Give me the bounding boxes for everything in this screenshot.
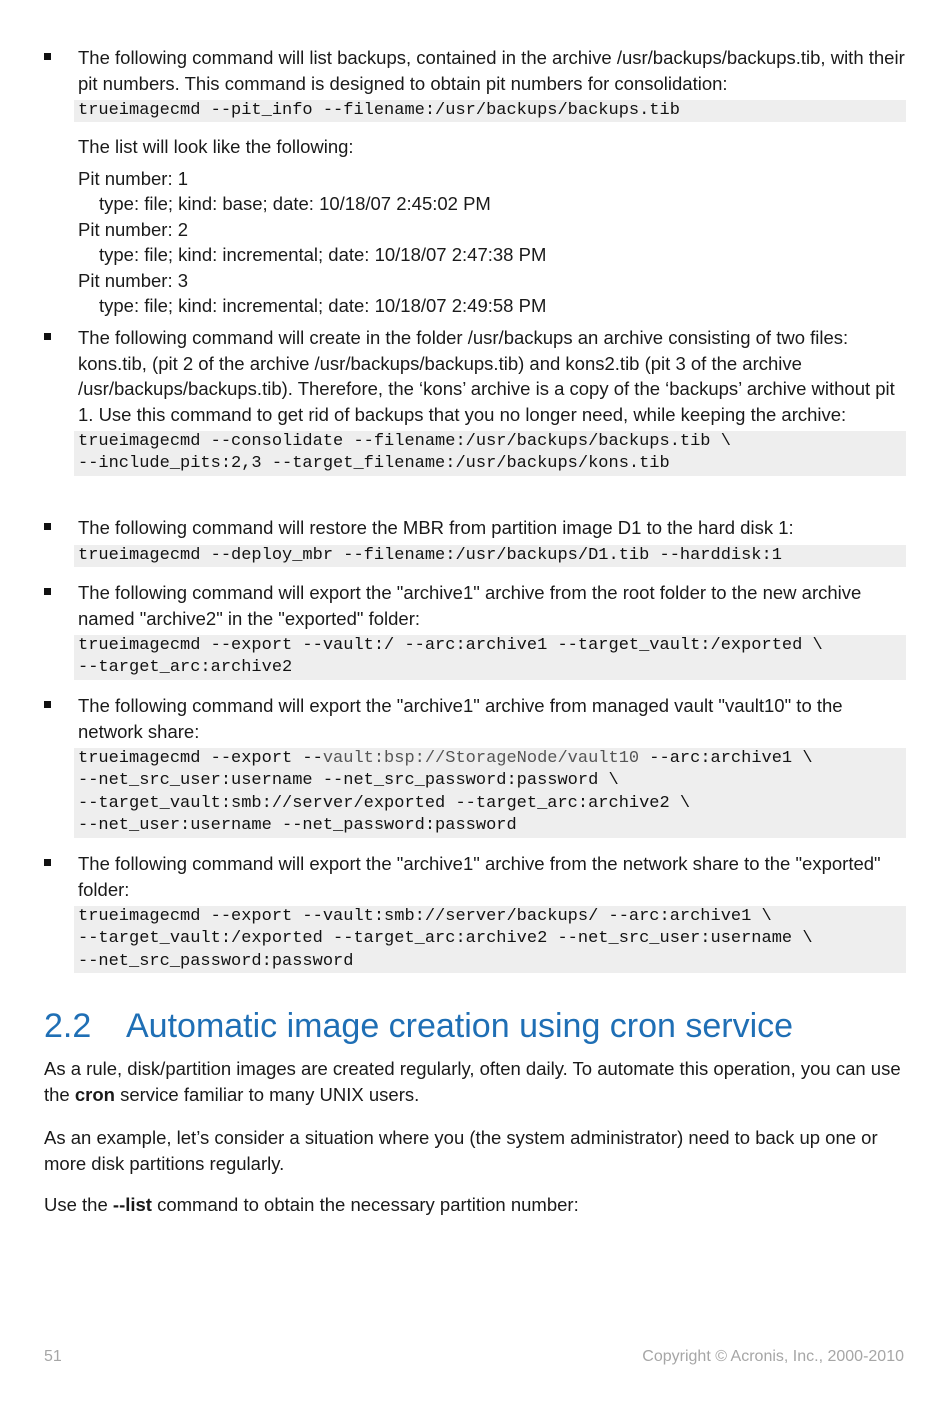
- code-line: --net_user:username --net_password:password: [78, 816, 517, 836]
- bullet-marker: [44, 701, 51, 708]
- code-block: [74, 906, 906, 973]
- list-item: [44, 515, 906, 567]
- code-line: --include_pits:2,3 --target_filename:/usr/backups/kons.tib: [78, 454, 670, 474]
- code-line-c: --arc:archive1 \: [639, 749, 813, 768]
- list-item: [44, 851, 906, 973]
- bullet-marker: [44, 588, 51, 595]
- code-block: [74, 100, 906, 122]
- code-line: trueimagecmd --pit_info --filename:/usr/backups/backups.tib: [78, 101, 680, 120]
- list-item: [44, 325, 906, 476]
- code-line: --target_arc:archive2: [78, 658, 293, 678]
- code-block: [74, 748, 906, 838]
- list-item: [44, 45, 906, 319]
- code-line: trueimagecmd --export --vault:/ --arc:archive1 --target_vault:/exported \: [78, 636, 823, 655]
- code-line: trueimagecmd --export --vault:smb://server/backups/ --arc:archive1 \: [78, 907, 772, 926]
- para-bold: --list: [112, 1194, 152, 1215]
- item-text: The following command will export the "archive1" archive from the root folder to the new archive named "archive2" in the "exported" folder:: [78, 582, 862, 629]
- list-item: [44, 693, 906, 838]
- pit-detail: type: file; kind: incremental; date: 10/18/07 2:49:58 PM: [99, 295, 547, 317]
- code-line: trueimagecmd --consolidate --filename:/usr/backups/backups.tib \: [78, 432, 731, 451]
- bullet-marker: [44, 333, 51, 340]
- code-line-a: trueimagecmd --export --: [78, 749, 323, 768]
- paragraph: [44, 1125, 906, 1176]
- code-block: [74, 545, 906, 567]
- list-item: [44, 580, 906, 680]
- para-text: As a rule, disk/partition images are created regularly, often daily. To automate this operation, you can use the: [44, 1058, 901, 1105]
- item-text: The following command will restore the MBR from partition image D1 to the hard disk 1:: [78, 517, 794, 538]
- pit-label: Pit number: 1: [78, 167, 189, 189]
- item-text: The following command will create in the folder /usr/backups an archive consisting of two files: kons.tib, (pit 2 of the archive /usr/backups/backups.tib) and kons2.tib (pit 3 of the archive /usr/backups/backups.tib). Therefore, the ‘kons’ archive is a copy of the ‘backups’ archive without pit 1. Use this command to get rid of backups that you no longer need, while keeping the archive:: [78, 327, 895, 425]
- pit-list: [78, 166, 906, 319]
- code-line: --target_vault:smb://server/exported --target_arc:archive2 \: [78, 793, 691, 813]
- code-line: --target_vault:/exported --target_arc:archive2 --net_src_user:username \: [78, 929, 813, 949]
- section-heading: [44, 1004, 924, 1048]
- para-text: command to obtain the necessary partition number:: [151, 1194, 579, 1215]
- item-text: The following command will list backups, contained in the archive /usr/backups/backups.tib, with their pit numbers. This command is designed to obtain pit numbers for consolidation:: [78, 47, 905, 94]
- copyright-notice: Copyright © Acronis, Inc., 2000-2010: [642, 1348, 904, 1365]
- paragraph: [44, 1192, 906, 1218]
- bullet-marker: [44, 523, 51, 530]
- code-block: [74, 431, 906, 476]
- item-subtext: The list will look like the following:: [78, 136, 354, 158]
- para-text: service familiar to many UNIX users.: [114, 1083, 420, 1105]
- pit-detail: type: file; kind: base; date: 10/18/07 2:45:02 PM: [99, 193, 491, 215]
- paragraph: [44, 1056, 906, 1107]
- para-text: Use the: [44, 1194, 113, 1215]
- bullet-marker: [44, 859, 51, 866]
- page-number: 51: [44, 1348, 62, 1365]
- item-text: The following command will export the "archive1" archive from managed vault "vault10" to the network share:: [78, 695, 843, 742]
- para-bold: cron: [74, 1083, 115, 1105]
- section-title: Automatic image creation using cron service: [126, 1007, 794, 1045]
- code-block: [74, 635, 906, 680]
- bullet-marker: [44, 53, 51, 60]
- pit-label: Pit number: 2: [78, 218, 189, 240]
- section-number: 2.2: [44, 1007, 92, 1045]
- para-text: As an example, let’s consider a situation where you (the system administrator) need to back up one or more disk partitions regularly.: [44, 1127, 878, 1174]
- item-text: The following command will export the "archive1" archive from the network share to the "exported" folder:: [78, 853, 881, 900]
- pit-label: Pit number: 3: [78, 269, 189, 291]
- code-line: trueimagecmd --deploy_mbr --filename:/usr/backups/D1.tib --harddisk:1: [78, 545, 782, 565]
- code-line: --net_src_user:username --net_src_password:password \: [78, 771, 619, 791]
- code-vault-path: vault:bsp://StorageNode/vault10: [322, 749, 640, 768]
- code-line: --net_src_password:password: [78, 951, 354, 971]
- pit-detail: type: file; kind: incremental; date: 10/18/07 2:47:38 PM: [99, 244, 547, 266]
